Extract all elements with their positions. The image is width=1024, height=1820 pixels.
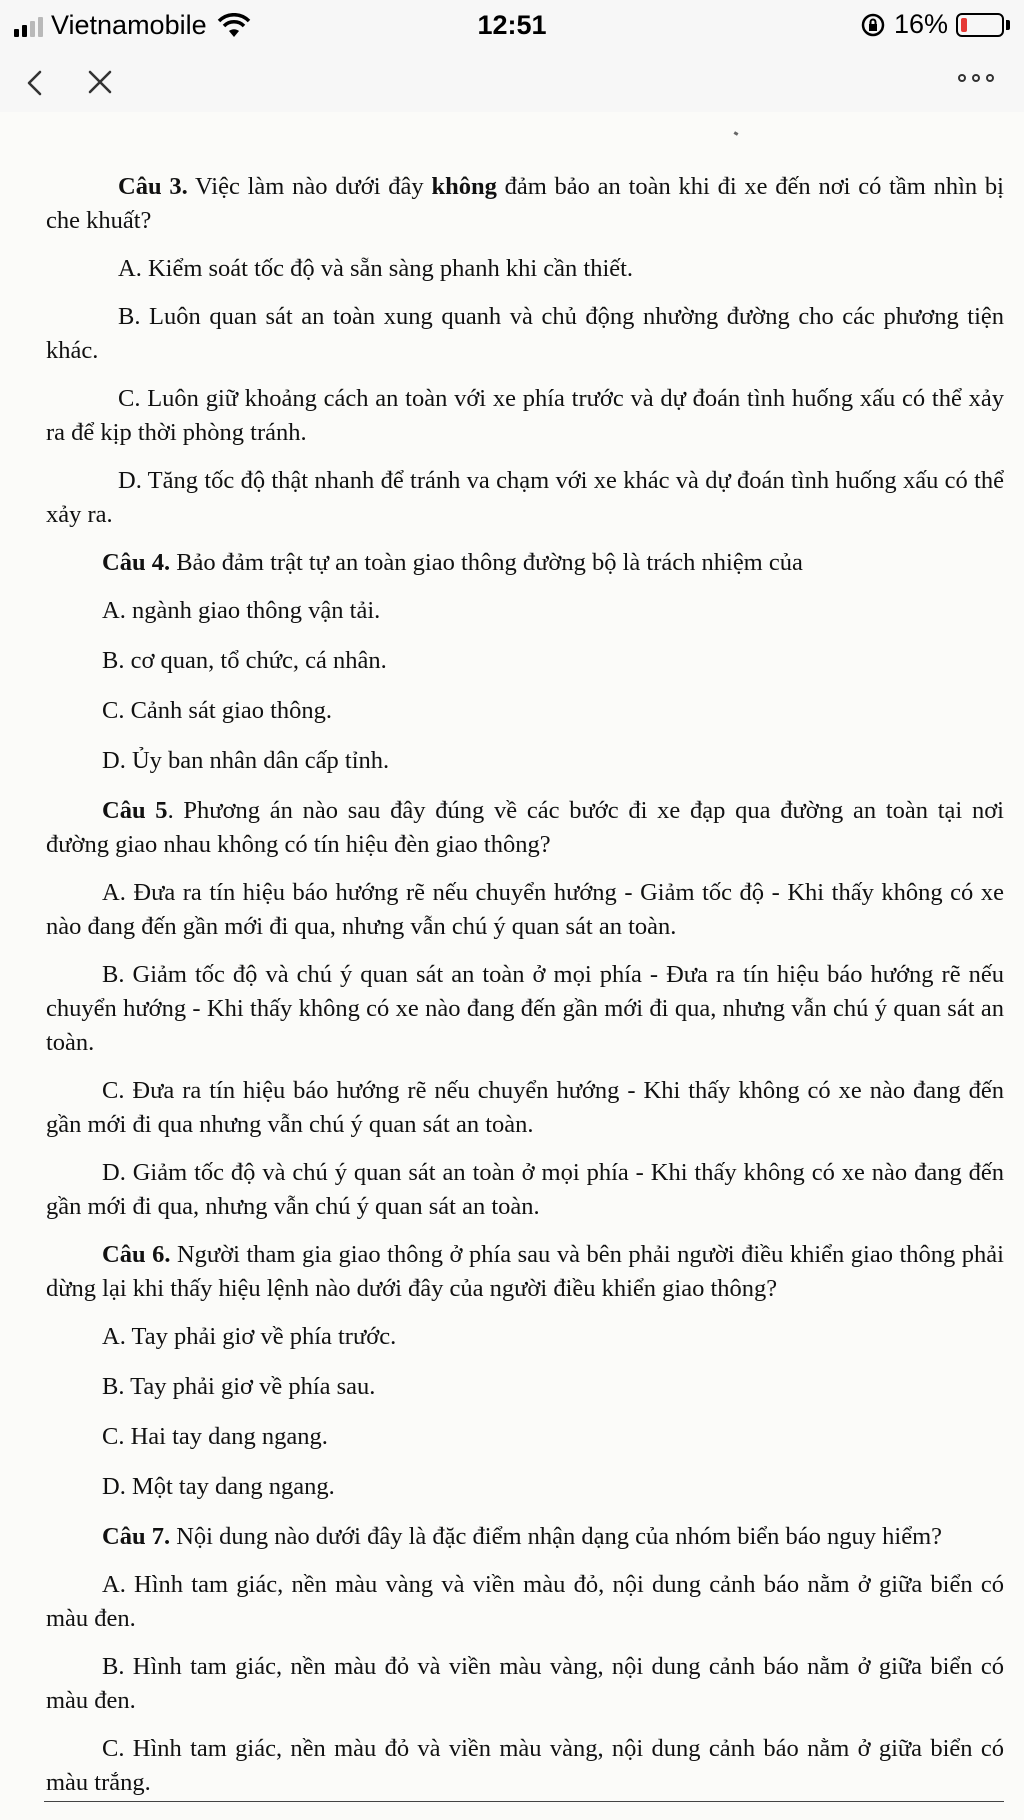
option-line: C. Luôn giữ khoảng cách an toàn với xe phía trước và dự đoán tình huống xấu có thể xảy ra để kịp thời phòng tránh. xyxy=(46,385,1004,446)
option-line: B. Tay phải giơ về phía sau. xyxy=(102,1373,376,1400)
question-6 xyxy=(46,1238,1004,1306)
option-line: A. Kiểm soát tốc độ và sẵn sàng phanh khi cần thiết. xyxy=(118,255,634,282)
option-line: C. Hai tay dang ngang. xyxy=(102,1423,328,1450)
option-line: D. Ủy ban nhân dân cấp tỉnh. xyxy=(102,747,390,774)
question-text: . Phương án nào sau đây đúng về các bước đi xe đạp qua đường an toàn tại nơi đường giao nhau không có tín hiệu đèn giao thông? xyxy=(46,797,1004,858)
option-line: C. Hình tam giác, nền màu đỏ và viền màu vàng, nội dung cảnh báo nằm ở giữa biển có màu trắng. xyxy=(46,1735,1004,1796)
option-line: D. Một tay dang ngang. xyxy=(102,1473,335,1500)
option-line: C. Đưa ra tín hiệu báo hướng rẽ nếu chuyển hướng - Khi thấy không có xe nào đang đến gần mới đi qua nhưng vẫn chú ý quan sát an toàn. xyxy=(46,1077,1004,1138)
carrier-name: Vietnamobile xyxy=(51,10,207,40)
status-bar xyxy=(0,0,1024,52)
question-label: Câu 7. xyxy=(102,1523,171,1550)
question-text: đảm bảo an toàn khi đi xe đến nơi có tầm nhìn bị che khuất? xyxy=(46,173,1004,234)
battery-percent: 16% xyxy=(893,9,948,39)
question-text: Bảo đảm trật tự an toàn giao thông đường bộ là trách nhiệm của xyxy=(170,549,803,576)
back-chevron-icon[interactable] xyxy=(18,66,52,100)
scanned-page xyxy=(0,112,1024,1820)
status-time: 12:51 xyxy=(477,10,547,40)
battery-fill xyxy=(961,18,967,32)
option-line: B. cơ quan, tổ chức, cá nhân. xyxy=(102,647,387,674)
question-text: Người tham gia giao thông ở phía sau và bên phải người điều khiển giao thông phải dừng lại khi thấy hiệu lệnh nào dưới đây của người điều khiển giao thông? xyxy=(46,1241,1004,1302)
battery-tip xyxy=(1006,20,1010,30)
question-label: Câu 4. xyxy=(102,549,171,576)
scan-speck xyxy=(734,131,739,136)
browser-chrome xyxy=(0,0,1024,112)
more-options-icon[interactable] xyxy=(958,74,994,82)
status-right xyxy=(860,9,1010,40)
battery-icon xyxy=(956,13,1004,37)
document-body xyxy=(46,170,1004,1814)
nav-bar xyxy=(0,52,1024,112)
option-line: A. Hình tam giác, nền màu vàng và viền màu đỏ, nội dung cảnh báo nằm ở giữa biển có màu đen. xyxy=(46,1571,1004,1632)
option-line: D. Giảm tốc độ và chú ý quan sát an toàn ở mọi phía - Khi thấy không có xe nào đang đến gần mới đi qua, nhưng vẫn chú ý quan sát an toàn. xyxy=(46,1159,1004,1220)
question-4 xyxy=(46,546,1004,580)
option-line: C. Cảnh sát giao thông. xyxy=(102,697,333,724)
question-text: Nội dung nào dưới đây là đặc điểm nhận dạng của nhóm biển báo nguy hiểm? xyxy=(170,1523,943,1550)
question-label: Câu 5 xyxy=(102,797,168,824)
option-line: D. Tăng tốc độ thật nhanh để tránh va chạm với xe khác và dự đoán tình huống xấu có thể xảy ra. xyxy=(46,467,1004,528)
question-text: Việc làm nào dưới đây xyxy=(187,173,432,200)
footer-rule xyxy=(44,1801,1004,1802)
option-line: A. Đưa ra tín hiệu báo hướng rẽ nếu chuyển hướng - Giảm tốc độ - Khi thấy không có xe nào đang đến gần mới đi qua, nhưng vẫn chú ý quan sát an toàn. xyxy=(46,879,1004,940)
close-icon[interactable] xyxy=(84,66,116,98)
question-label: Câu 6. xyxy=(102,1241,171,1268)
question-3 xyxy=(46,170,1004,238)
emphasis-text: không xyxy=(431,173,497,200)
option-line: B. Hình tam giác, nền màu đỏ và viền màu vàng, nội dung cảnh báo nằm ở giữa biển có màu đen. xyxy=(46,1653,1004,1714)
rotation-lock-icon xyxy=(860,12,886,38)
option-line: A. ngành giao thông vận tải. xyxy=(102,597,381,624)
option-line: A. Tay phải giơ về phía trước. xyxy=(102,1323,397,1350)
option-line: B. Giảm tốc độ và chú ý quan sát an toàn ở mọi phía - Đưa ra tín hiệu báo hướng rẽ nếu chuyển hướng - Khi thấy không có xe nào đang đến gần mới đi qua, nhưng vẫn chú ý quan sát an toàn. xyxy=(46,961,1004,1056)
question-7 xyxy=(46,1520,1004,1554)
question-5 xyxy=(46,794,1004,862)
question-label: Câu 3. xyxy=(118,173,188,200)
option-line: B. Luôn quan sát an toàn xung quanh và chủ động nhường đường cho các phương tiện khác. xyxy=(46,303,1004,364)
